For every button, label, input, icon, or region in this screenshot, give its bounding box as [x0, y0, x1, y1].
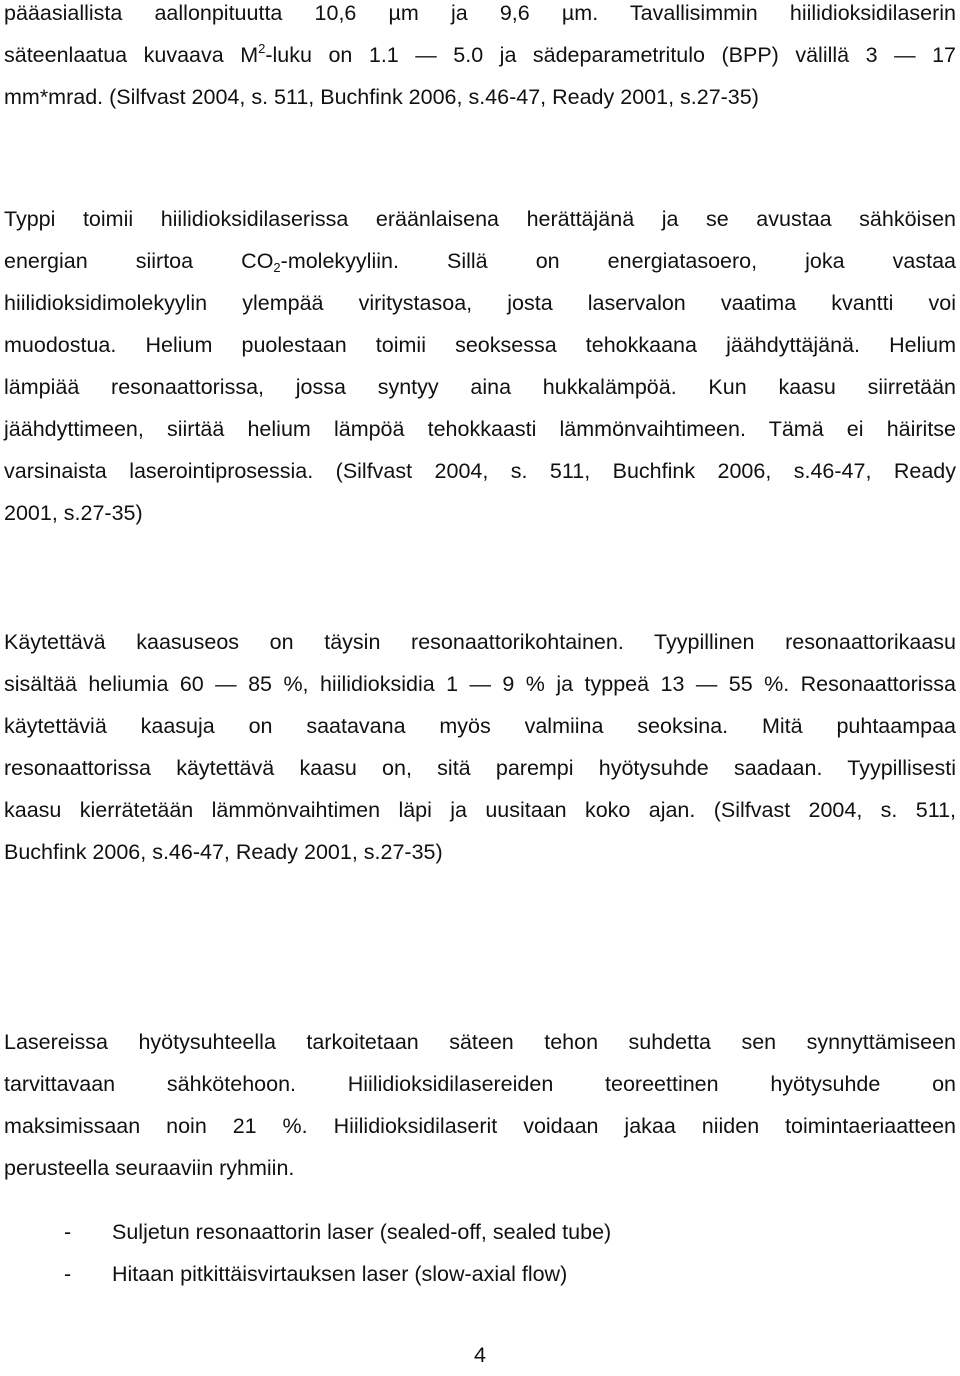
text-line: tarvittavaan sähkötehoon. Hiilidioksidilasereiden teoreettinen hyötysuhde on: [4, 1072, 956, 1096]
list-item: [64, 1211, 864, 1253]
text-line: jäähdyttimeen, siirtää helium lämpöä tehokkaasti lämmönvaihtimeen. Tämä ei häiritse: [4, 417, 956, 441]
list-item: [64, 1253, 864, 1295]
list-dash: -: [64, 1262, 72, 1286]
text-line: lämpiää resonaattorissa, jossa syntyy aina hukkalämpöä. Kun kaasu siirretään: [4, 375, 956, 399]
text-line: [4, 240, 956, 282]
paragraph-1: [4, 0, 956, 118]
text-line: Buchfink 2006, s.46-47, Ready 2001, s.27-35): [4, 840, 443, 864]
text-line: varsinaista laserointiprosessia. (Silfvast 2004, s. 511, Buchfink 2006, s.46-47, Ready: [4, 459, 956, 483]
text-line: kaasu kierrätetään lämmönvaihtimen läpi ja uusitaan koko ajan. (Silfvast 2004, s. 511,: [4, 798, 956, 822]
paragraph-2: [4, 198, 956, 534]
list-item-text: Suljetun resonaattorin laser (sealed-off, sealed tube): [112, 1220, 612, 1244]
list-dash: -: [64, 1220, 72, 1244]
list-item-text: Hitaan pitkittäisvirtauksen laser (slow-axial flow): [112, 1262, 568, 1286]
text-line: muodostua. Helium puolestaan toimii seoksessa tehokkaana jäähdyttäjänä. Helium: [4, 333, 956, 357]
paragraph-3: [4, 621, 956, 873]
text-line: Käytettävä kaasuseos on täysin resonaattorikohtainen. Tyypillinen resonaattorikaasu: [4, 630, 956, 654]
text-line: käytettäviä kaasuja on saatavana myös valmiina seoksina. Mitä puhtaampaa: [4, 714, 956, 738]
text-line: resonaattorissa käytettävä kaasu on, sitä parempi hyötysuhde saadaan. Tyypillisesti: [4, 756, 956, 780]
text-fragment: säteenlaatua kuvaava M: [4, 43, 259, 67]
paragraph-4: [4, 1021, 956, 1189]
dash-list: [64, 1211, 864, 1295]
text-line: sisältää heliumia 60 — 85 %, hiilidioksidia 1 — 9 % ja typpeä 13 — 55 %. Resonaattorissa: [4, 672, 956, 696]
superscript: 2: [258, 41, 266, 56]
text-line: 2001, s.27-35): [4, 501, 143, 525]
text-fragment: -molekyyliin. Sillä on energiatasoero, joka vastaa: [280, 249, 956, 273]
text-line: maksimissaan noin 21 %. Hiilidioksidilaserit voidaan jakaa niiden toimintaeriaatteen: [4, 1114, 956, 1138]
text-line: perusteella seuraaviin ryhmiin.: [4, 1156, 295, 1180]
text-line: [4, 34, 956, 76]
text-line: Typpi toimii hiilidioksidilaserissa eräänlaisena herättäjänä ja se avustaa sähköisen: [4, 207, 956, 231]
text-fragment: -luku on 1.1 — 5.0 ja sädeparametritulo (BPP) välillä 3 — 17: [265, 43, 956, 67]
text-fragment: energian siirtoa CO: [4, 249, 274, 273]
subscript: 2: [273, 260, 281, 275]
page-number: 4: [474, 1343, 486, 1367]
text-line: hiilidioksidimolekyylin ylempää viritystasoa, josta laservalon vaatima kvantti voi: [4, 291, 956, 315]
text-line: Lasereissa hyötysuhteella tarkoitetaan säteen tehon suhdetta sen synnyttämiseen: [4, 1030, 956, 1054]
text-line: pääasiallista aallonpituutta 10,6 µm ja 9,6 µm. Tavallisimmin hiilidioksidilaserin: [4, 1, 956, 25]
text-line: mm*mrad. (Silfvast 2004, s. 511, Buchfink 2006, s.46-47, Ready 2001, s.27-35): [4, 85, 759, 109]
